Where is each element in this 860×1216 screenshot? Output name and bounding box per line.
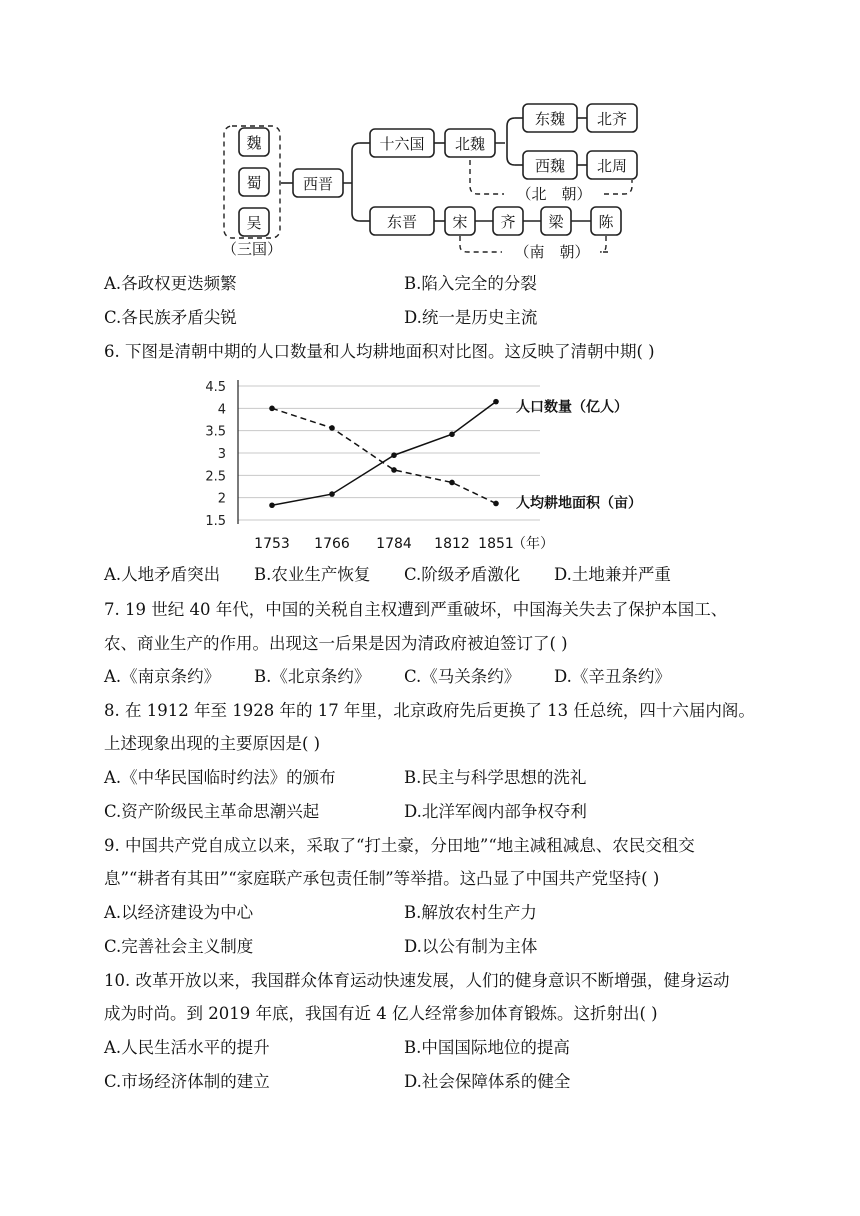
x-axis-unit: （年） <box>512 536 554 552</box>
x-tick-label: 1812 <box>434 536 470 552</box>
q10-option-c: C.市场经济体制的建立 <box>104 1072 270 1091</box>
label-xiwei: 西魏 <box>534 157 566 175</box>
y-tick-label: 2 <box>217 491 226 507</box>
q9-stem-line2: 息”“耕者有其田”“家庭联产承包责任制”等举措。这凸显了中国共产党坚持( ) <box>104 869 660 888</box>
label-beiwei: 北魏 <box>454 135 486 153</box>
q5-option-b: B.陷入完全的分裂 <box>404 274 537 293</box>
q9-option-d: D.以公有制为主体 <box>404 937 538 956</box>
q10-option-d: D.社会保障体系的健全 <box>404 1072 571 1091</box>
q8-option-a: A.《中华民国临时约法》的颁布 <box>104 768 336 787</box>
x-tick-label: 1766 <box>314 536 350 552</box>
label-nanchao: （南 朝） <box>514 243 590 261</box>
label-chen: 陈 <box>598 213 614 231</box>
population-point <box>391 452 397 458</box>
y-tick-label: 3 <box>217 447 226 462</box>
q8-option-c: C.资产阶级民主革命思潮兴起 <box>104 802 320 821</box>
q7-stem-line2: 农、商业生产的作用。出现这一后果是因为清政府被迫签订了( ) <box>104 634 568 653</box>
label-shiliuguo: 十六国 <box>379 135 425 153</box>
dynasty-diagram <box>0 0 860 270</box>
q8-option-b: B.民主与科学思想的洗礼 <box>404 768 587 787</box>
label-beizhou: 北周 <box>596 157 628 175</box>
y-tick-label: 3.5 <box>205 424 226 440</box>
population-point <box>269 502 275 508</box>
q10-option-a: A.人民生活水平的提升 <box>104 1038 270 1057</box>
q8-stem-line1: 8. 在 1912 年至 1928 年的 17 年里，北京政府先后更换了 13 任总统，四十六届内阁。 <box>104 701 755 720</box>
farmland-point <box>493 501 499 507</box>
farmland-point <box>269 406 275 412</box>
y-tick-label: 1.5 <box>205 514 226 529</box>
y-tick-label: 4 <box>217 402 226 418</box>
q10-stem-line2: 成为时尚。到 2019 年底，我国有近 4 亿人经常参加体育锻炼。这折射出( ) <box>104 1004 658 1023</box>
q10-option-b: B.中国国际地位的提高 <box>404 1038 570 1057</box>
label-qi: 齐 <box>500 213 516 231</box>
q5-option-a: A.各政权更迭频繁 <box>104 274 237 293</box>
q9-option-b: B.解放农村生产力 <box>404 903 537 922</box>
population-point <box>329 491 335 497</box>
label-dongwei: 东魏 <box>534 110 566 128</box>
q6-option-a: A.人地矛盾突出 <box>104 565 221 584</box>
q8-stem-line2: 上述现象出现的主要原因是( ) <box>104 734 321 753</box>
x-tick-label: 1784 <box>376 536 412 552</box>
label-shu: 蜀 <box>246 174 262 192</box>
q7-stem-line1: 7. 19 世纪 40 年代，中国的关税自主权遭到严重破坏，中国海关失去了保护本国工、 <box>104 600 728 619</box>
q9-option-c: C.完善社会主义制度 <box>104 937 254 956</box>
farmland-series-label: 人均耕地面积（亩） <box>516 495 642 512</box>
q8-option-d: D.北洋军阀内部争权夺利 <box>404 802 587 821</box>
label-beichao: （北 朝） <box>516 185 592 203</box>
y-tick-label: 2.5 <box>205 469 226 485</box>
label-wei: 魏 <box>246 134 262 152</box>
label-dongjin: 东晋 <box>386 213 418 231</box>
q6-stem: 6. 下图是清朝中期的人口数量和人均耕地面积对比图。这反映了清朝中期( ) <box>104 342 655 361</box>
q7-option-c: C.《马关条约》 <box>404 667 521 686</box>
farmland-point <box>329 425 335 431</box>
q9-stem-line1: 9. 中国共产党自成立以来，采取了“打土豪，分田地”“地主减租减息、农民交租交 <box>104 836 695 855</box>
y-tick-label: 4.5 <box>205 380 226 395</box>
q6-option-d: D.土地兼并严重 <box>554 565 671 584</box>
label-xijin: 西晋 <box>302 175 334 193</box>
x-tick-label: 1851 <box>478 536 514 552</box>
label-sanguo: （三国） <box>221 240 283 258</box>
population-point <box>493 399 499 405</box>
label-wu: 吴 <box>246 214 262 232</box>
q7-option-b: B.《北京条约》 <box>254 667 371 686</box>
population-farmland-chart <box>0 370 860 556</box>
x-tick-label: 1753 <box>254 536 290 552</box>
q6-option-b: B.农业生产恢复 <box>254 565 371 584</box>
label-liang: 梁 <box>548 213 564 231</box>
q10-stem-line1: 10. 改革开放以来，我国群众体育运动快速发展，人们的健身意识不断增强，健身运动 <box>104 971 730 990</box>
q6-option-c: C.阶级矛盾激化 <box>404 565 521 584</box>
q5-option-d: D.统一是历史主流 <box>404 308 538 327</box>
farmland-point <box>391 467 397 473</box>
farmland-point <box>449 480 455 486</box>
label-beiqi: 北齐 <box>596 110 628 128</box>
farmland-line <box>272 408 496 503</box>
q7-option-d: D.《辛丑条约》 <box>554 667 671 686</box>
q7-option-a: A.《南京条约》 <box>104 667 221 686</box>
q5-option-c: C.各民族矛盾尖锐 <box>104 308 237 327</box>
population-series-label: 人口数量（亿人） <box>516 399 628 416</box>
label-song: 宋 <box>452 213 468 231</box>
q9-option-a: A.以经济建设为中心 <box>104 903 254 922</box>
population-point <box>449 431 455 437</box>
